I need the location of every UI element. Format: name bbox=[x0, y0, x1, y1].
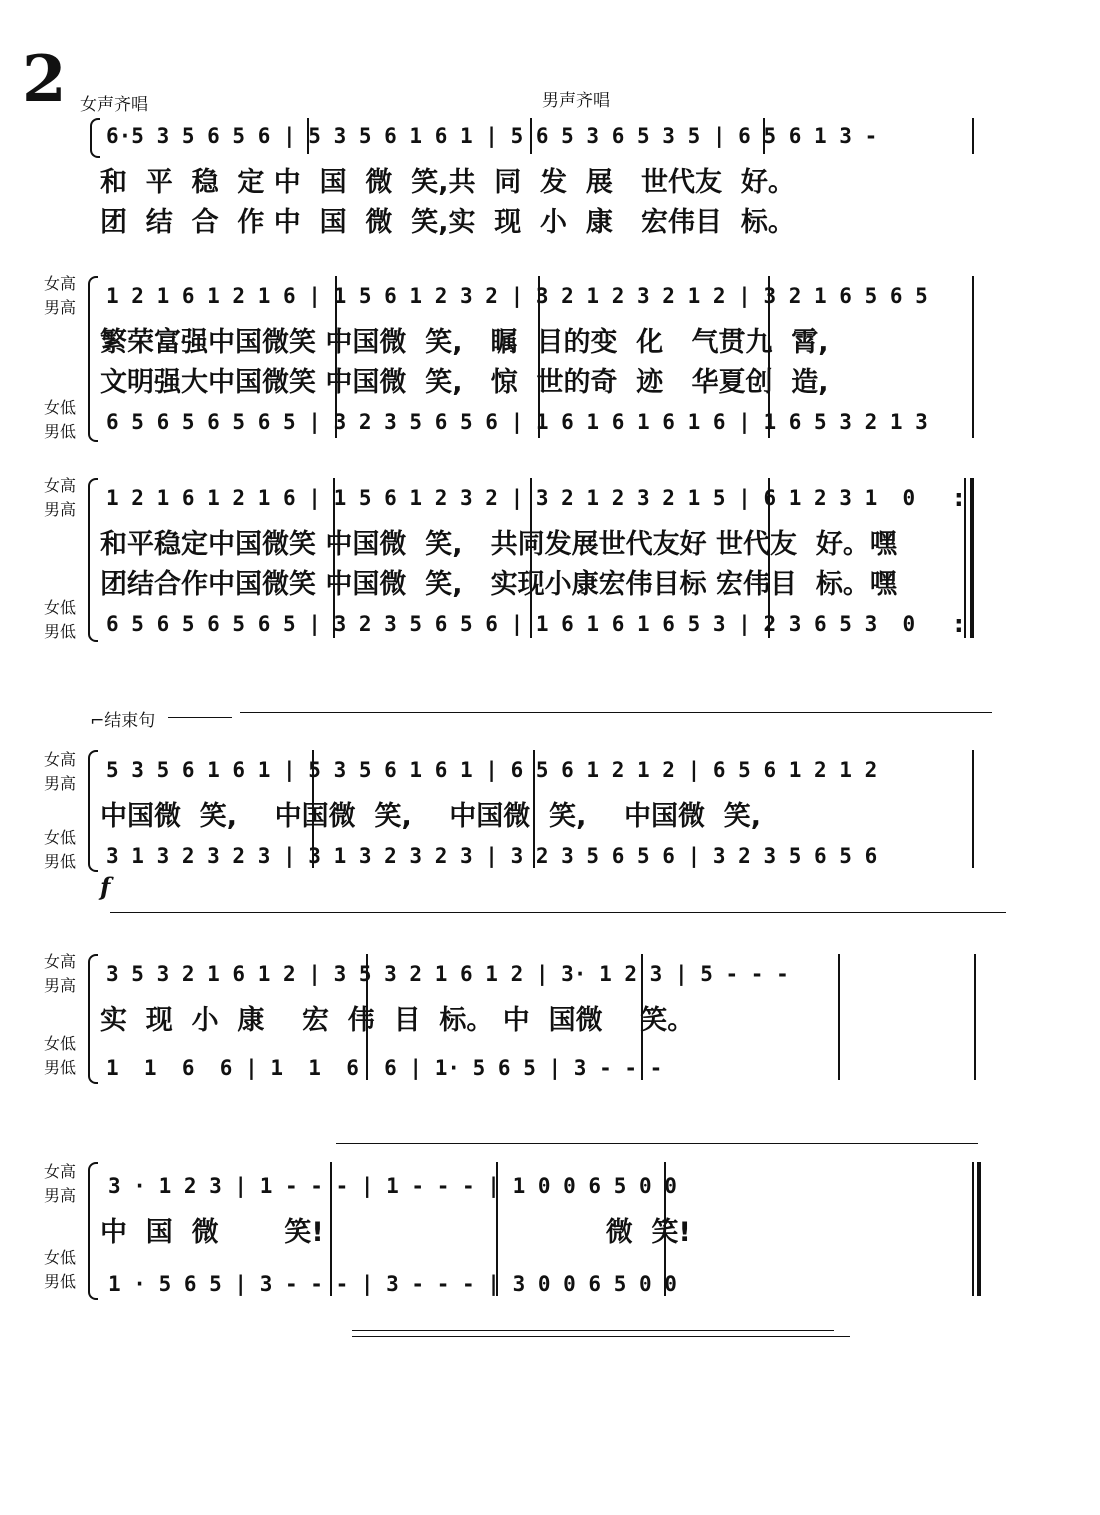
lyrics-verse-1: 和 平 稳 定 中 国 微 笑,共 同 发 展 世代友 好。 bbox=[100, 167, 795, 198]
lyrics: 中国微 笑, 中国微 笑, 中国微 笑, 中国微 笑, bbox=[100, 801, 762, 832]
upper-voice-label: 女高 男高 bbox=[44, 750, 77, 793]
lower-voice-notes: 3 1 3 2 3 2 3 | 3 1 3 2 3 2 3 | 3 2 3 5 6 5 6 | 3 2 3 5 6 5 6 bbox=[106, 844, 878, 868]
lower-voice-notes: 6 5 6 5 6 5 6 5 | 3 2 3 5 6 5 6 | 1 6 1 6 1 6 5 3 | 2 3 6 5 3 0 bbox=[106, 612, 916, 636]
lower-voice-label: 女低 男低 bbox=[44, 828, 77, 871]
upper-voice-notes: 5 3 5 6 1 6 1 | 5 3 5 6 1 6 1 | 6 5 6 1 2 1 2 | 6 5 6 1 2 1 2 bbox=[106, 758, 878, 782]
lyrics-verse-2: 团结合作中国微笑 中国微 笑, 实现小康宏伟目标 宏伟目 标。嘿 bbox=[100, 569, 897, 600]
lower-voice-label: 女低 男低 bbox=[44, 1034, 77, 1077]
upper-voice-notes: 1 2 1 6 1 2 1 6 | 1 5 6 1 2 3 2 | 3 2 1 2 3 2 1 5 | 6 1 2 3 1 0 bbox=[106, 486, 916, 510]
lower-voice-notes: 1 1 6 6 | 1 1 6 6 | 1· 5 6 5 | 3 - - - bbox=[106, 1056, 663, 1080]
melody-notes: 6·5 3 5 6 5 6 | 5 3 5 6 1 6 1 | 5 6 5 3 6 5 3 5 | 6 5 6 1 3 - bbox=[106, 124, 878, 148]
lyrics-verse-1: 和平稳定中国微笑 中国微 笑, 共同发展世代友好 世代友 好。嘿 bbox=[100, 529, 897, 560]
lyrics-verse-1: 繁荣富强中国微笑 中国微 笑, 瞩 目的变 化 气贯九 霄, bbox=[100, 327, 829, 358]
page-number: 2 bbox=[22, 42, 67, 117]
female-unison-label: 女声齐唱 bbox=[80, 95, 148, 115]
upper-voice-notes: 3 5 3 2 1 6 1 2 | 3 5 3 2 1 6 1 2 | 3· 1 2 3 | 5 - - - bbox=[106, 962, 789, 986]
lyrics: 中 国 微 笑! 微 笑! bbox=[100, 1217, 691, 1248]
ending-bracket: ⌐结束句 bbox=[90, 711, 156, 731]
lyrics-verse-2: 文明强大中国微笑 中国微 笑, 惊 世的奇 迹 华夏创 造, bbox=[100, 367, 829, 398]
lower-voice-label: 女低 男低 bbox=[44, 398, 77, 441]
upper-voice-label: 女高 男高 bbox=[44, 274, 77, 317]
male-unison-label: 男声齐唱 bbox=[542, 91, 610, 111]
lower-voice-label: 女低 男低 bbox=[44, 1248, 77, 1291]
ending-label: 结束句 bbox=[104, 711, 156, 731]
upper-voice-notes: 1 2 1 6 1 2 1 6 | 1 5 6 1 2 3 2 | 3 2 1 2 3 2 1 2 | 3 2 1 6 5 6 5 bbox=[106, 284, 928, 308]
repeat-sign: : bbox=[954, 610, 964, 638]
upper-voice-notes: 3 · 1 2 3 | 1 - - - | 1 - - - | 1 0 0 6 5 0 0 bbox=[108, 1174, 677, 1198]
lower-voice-notes: 1 · 5 6 5 | 3 - - - | 3 - - - | 3 0 0 6 5 0 0 bbox=[108, 1272, 677, 1296]
upper-voice-label: 女高 男高 bbox=[44, 476, 77, 519]
lyrics: 实 现 小 康 宏 伟 目 标。 中 国微 笑。 bbox=[100, 1005, 695, 1036]
upper-voice-label: 女高 男高 bbox=[44, 1162, 77, 1205]
lyrics-verse-2: 团 结 合 作 中 国 微 笑,实 现 小 康 宏伟目 标。 bbox=[100, 207, 795, 238]
lower-voice-label: 女低 男低 bbox=[44, 598, 77, 641]
lower-voice-notes: 6 5 6 5 6 5 6 5 | 3 2 3 5 6 5 6 | 1 6 1 6 1 6 1 6 | 1 6 5 3 2 1 3 bbox=[106, 410, 928, 434]
repeat-sign: : bbox=[954, 484, 964, 512]
upper-voice-label: 女高 男高 bbox=[44, 952, 77, 995]
dynamic-forte: f bbox=[100, 872, 111, 901]
